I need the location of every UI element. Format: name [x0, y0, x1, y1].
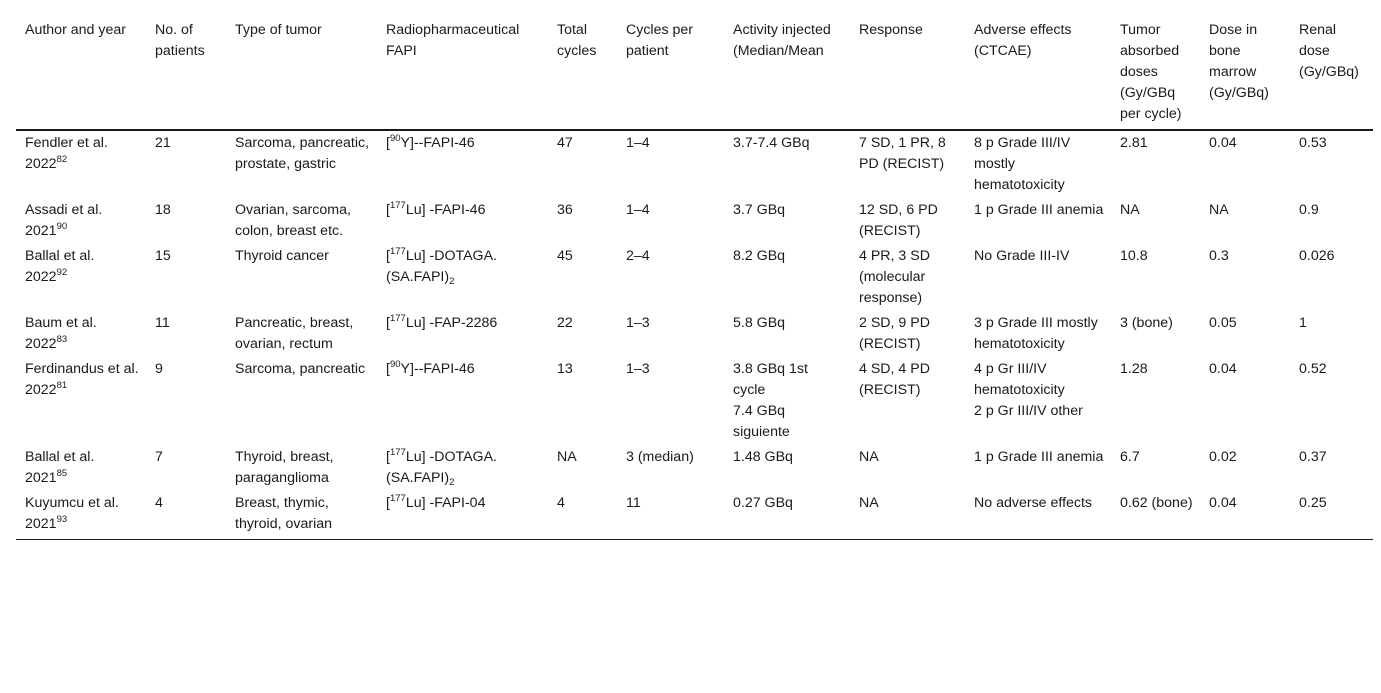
cell-line: 4 p Gr III/IV hematotoxicity: [974, 361, 1065, 398]
table-row: [16, 445, 1373, 491]
cell-radiopharm: [$^{90}$Y]--FAPI-46: [386, 133, 475, 151]
cell-author: [16, 130, 146, 198]
cell-renal_dose: 0.026: [1299, 248, 1335, 264]
author-text: Ballal et al. 2022: [25, 248, 95, 285]
reference-number: 82: [56, 154, 68, 165]
cell-radiopharm: [$^{90}$Y]--FAPI-46: [386, 359, 475, 377]
isotope-mass: 177: [389, 493, 406, 504]
isotope-mass: 177: [389, 246, 406, 257]
cell-activity: [724, 357, 850, 445]
reference-number: 85: [56, 468, 68, 479]
cell-marrow_dose: 0.05: [1209, 315, 1237, 331]
cell-author: [16, 445, 146, 491]
cell-activity: 3.7 GBq: [733, 202, 786, 218]
cell-total_cycles: 45: [557, 248, 573, 264]
author-text: Ferdinandus et al. 2022: [25, 361, 139, 398]
reference-number: 81: [56, 380, 68, 391]
cell-marrow_dose: NA: [1209, 202, 1229, 218]
column-header-tumor: Type of tumor: [226, 20, 377, 130]
column-header-tumor_dose: Tumor absorbed doses (Gy/GBq per cycle): [1111, 20, 1200, 130]
cell-total_cycles: 4: [548, 491, 617, 540]
column-header-author: Author and year: [16, 20, 146, 130]
cell-radiopharm: [$^{177}$Lu] $-DOTAGA.(SA.FAPI)_2$: [386, 447, 497, 488]
cell-line: 7.4 GBq siguiente: [733, 403, 790, 440]
table-row: [16, 244, 1373, 311]
fapi-therapy-table: [16, 20, 1373, 540]
isotope-mass: 90: [389, 359, 401, 370]
cell-tumor: Sarcoma, pancreatic, prostate, gastric: [235, 135, 370, 172]
column-header-activity: Activity injected (Median/Mean: [724, 20, 850, 130]
cell-total_cycles: NA: [557, 449, 577, 465]
author-text: Assadi et al. 2021: [25, 202, 103, 239]
table-row: [16, 357, 1373, 445]
cell-radiopharm: [$^{177}$Lu] -FAPI-46: [386, 200, 486, 218]
cell-cycles_per_patient: 1–4: [626, 135, 650, 151]
isotope-mass: 177: [389, 200, 406, 211]
cell-activity: 5.8 GBq: [733, 315, 786, 331]
table-row: [16, 130, 1373, 198]
compound-name: ] -FAP-2286: [421, 315, 498, 331]
cell-cycles_per_patient: 2–4: [626, 248, 650, 264]
cell-tumor_dose: 1.28: [1120, 361, 1148, 377]
cell-tumor_dose: NA: [1120, 202, 1140, 218]
cell-tumor_dose: 3 (bone): [1120, 315, 1173, 331]
column-header-cycles_per_patient: Cycles per patient: [617, 20, 724, 130]
cell-radiopharm: [$^{177}$Lu] -FAP-2286: [386, 313, 498, 331]
cell-patients: 9: [155, 361, 163, 377]
cell-cycles_per_patient: 1–3: [626, 315, 650, 331]
cell-response: 12 SD, 6 PD (RECIST): [859, 202, 938, 239]
compound-name: ] -DOTAGA.(SA.FAPI): [386, 248, 497, 285]
cell-patients: 21: [155, 135, 171, 151]
cell-tumor: Thyroid, breast, paraganglioma: [235, 449, 334, 486]
compound-name: ] -DOTAGA.(SA.FAPI): [386, 449, 497, 486]
cell-renal_dose: 0.25: [1290, 491, 1373, 540]
cell-total_cycles: 47: [557, 135, 573, 151]
author-text: Baum et al. 2022: [25, 315, 97, 352]
cell-renal_dose: 0.52: [1299, 361, 1327, 377]
reference-number: 83: [56, 334, 68, 345]
isotope-symbol: Y: [400, 361, 410, 377]
cell-radiopharm: [$^{177}$Lu] -FAPI-04: [377, 491, 548, 540]
cell-renal_dose: 0.37: [1299, 449, 1327, 465]
cell-adverse: [965, 357, 1111, 445]
isotope-symbol: Lu: [405, 202, 422, 218]
compound-subscript: 2: [449, 477, 455, 488]
cell-response: 4 SD, 4 PD (RECIST): [859, 361, 930, 398]
cell-patients: 18: [155, 202, 171, 218]
table-header-row: [16, 20, 1373, 130]
cell-tumor_dose: 0.62 (bone): [1111, 491, 1200, 540]
table-row: [16, 198, 1373, 244]
cell-adverse: 8 p Grade III/IV mostly hematotoxicity: [974, 135, 1071, 193]
cell-author: [16, 491, 146, 540]
cell-renal_dose: 1: [1299, 315, 1307, 331]
compound-name: ] -FAPI-04: [421, 495, 486, 511]
cell-response: NA: [859, 449, 879, 465]
reference-number: 90: [56, 221, 68, 232]
cell-patients: 11: [155, 315, 170, 331]
isotope-mass: 177: [389, 313, 406, 324]
cell-author: [16, 311, 146, 357]
reference-number: 93: [56, 514, 68, 525]
cell-activity: 3.7-7.4 GBq: [733, 135, 810, 151]
isotope-symbol: Y: [400, 135, 410, 151]
cell-response: 4 PR, 3 SD (molecular response): [859, 248, 930, 306]
table-body: [16, 130, 1373, 540]
cell-patients: 4: [146, 491, 226, 540]
author-text: Ballal et al. 2021: [25, 449, 95, 486]
cell-marrow_dose: 0.04: [1209, 361, 1237, 377]
cell-marrow_dose: 0.02: [1209, 449, 1237, 465]
cell-response: NA: [850, 491, 965, 540]
cell-tumor: Sarcoma, pancreatic: [235, 361, 366, 377]
cell-activity: 0.27 GBq: [724, 491, 850, 540]
cell-marrow_dose: 0.3: [1209, 248, 1229, 264]
column-header-marrow_dose: Dose in bone marrow (Gy/GBq): [1200, 20, 1290, 130]
cell-line: 2 p Gr III/IV other: [974, 403, 1083, 419]
cell-tumor: Pancreatic, breast, ovarian, rectum: [235, 315, 354, 352]
cell-cycles_per_patient: 11: [617, 491, 724, 540]
cell-patients: 7: [155, 449, 163, 465]
isotope-symbol: Lu: [405, 449, 422, 465]
compound-subscript: 2: [449, 276, 455, 287]
cell-author: [16, 198, 146, 244]
isotope-mass: 177: [389, 447, 406, 458]
cell-total_cycles: 13: [557, 361, 573, 377]
cell-line: 3.8 GBq 1st cycle: [733, 361, 808, 398]
cell-tumor_dose: 10.8: [1120, 248, 1148, 264]
cell-tumor: Breast, thymic, thyroid, ovarian: [226, 491, 377, 540]
isotope-mass: 90: [389, 133, 401, 144]
compound-name: ]--FAPI-46: [410, 135, 475, 151]
column-header-radiopharm: Radiopharmaceutical FAPI: [377, 20, 548, 130]
cell-tumor_dose: 6.7: [1120, 449, 1140, 465]
cell-activity: 1.48 GBq: [733, 449, 793, 465]
cell-tumor: Ovarian, sarcoma, colon, breast etc.: [235, 202, 351, 239]
cell-cycles_per_patient: 1–3: [626, 361, 650, 377]
cell-tumor_dose: 2.81: [1120, 135, 1148, 151]
cell-adverse: No Grade III-IV: [974, 248, 1070, 264]
cell-adverse: 3 p Grade III mostly hematotoxicity: [974, 315, 1098, 352]
cell-activity: 8.2 GBq: [733, 248, 786, 264]
cell-adverse: 1 p Grade III anemia: [974, 449, 1104, 465]
cell-tumor: Thyroid cancer: [235, 248, 329, 264]
compound-name: ] -FAPI-46: [421, 202, 486, 218]
cell-response: 7 SD, 1 PR, 8 PD (RECIST): [859, 135, 946, 172]
compound-name: ]--FAPI-46: [410, 361, 475, 377]
author-text: Fendler et al. 2022: [25, 135, 108, 172]
cell-cycles_per_patient: 3 (median): [626, 449, 694, 465]
author-text: Kuyumcu et al. 2021: [25, 495, 119, 532]
cell-author: [16, 244, 146, 311]
cell-author: [16, 357, 146, 445]
cell-patients: 15: [155, 248, 171, 264]
column-header-renal_dose: Renal dose (Gy/GBq): [1290, 20, 1373, 130]
cell-marrow_dose: 0.04: [1200, 491, 1290, 540]
isotope-symbol: Lu: [405, 248, 422, 264]
column-header-patients: No. of patients: [146, 20, 226, 130]
cell-total_cycles: 36: [557, 202, 573, 218]
cell-renal_dose: 0.53: [1299, 135, 1327, 151]
cell-total_cycles: 22: [557, 315, 573, 331]
cell-marrow_dose: 0.04: [1209, 135, 1237, 151]
cell-radiopharm: [$^{177}$Lu] $-DOTAGA.(SA.FAPI)_2$: [386, 246, 497, 287]
reference-number: 92: [56, 267, 68, 278]
column-header-adverse: Adverse effects (CTCAE): [965, 20, 1111, 130]
cell-response: 2 SD, 9 PD (RECIST): [859, 315, 930, 352]
table-row: [16, 311, 1373, 357]
isotope-symbol: Lu: [405, 495, 422, 511]
cell-renal_dose: 0.9: [1299, 202, 1319, 218]
column-header-total_cycles: Total cycles: [548, 20, 617, 130]
isotope-symbol: Lu: [405, 315, 422, 331]
cell-adverse: 1 p Grade III anemia: [974, 202, 1104, 218]
cell-adverse: No adverse effects: [965, 491, 1111, 540]
cell-cycles_per_patient: 1–4: [626, 202, 650, 218]
column-header-response: Response: [850, 20, 965, 130]
table-row: [16, 491, 1373, 540]
